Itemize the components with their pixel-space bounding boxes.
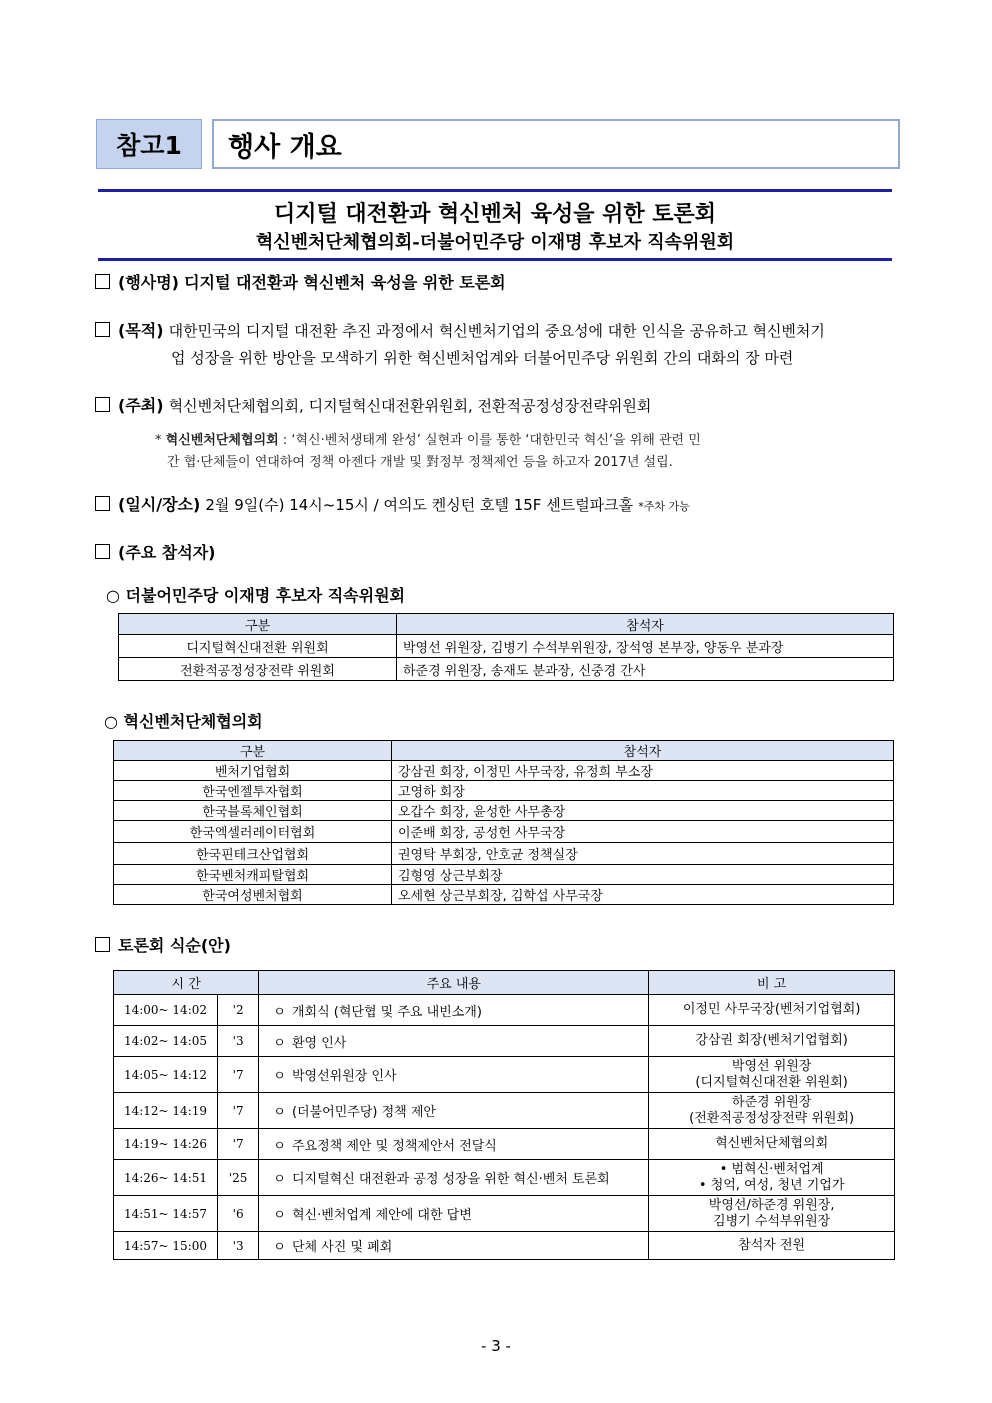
checkbox-square-icon [95, 397, 110, 412]
note-line: 참석자 전원 [738, 1237, 806, 1253]
note-line: 박영선 위원장 [731, 1058, 812, 1074]
section-title: 행사 개요 [212, 119, 900, 169]
table-row [114, 885, 894, 905]
time-cell: 14:05~ 14:12 [114, 1057, 218, 1093]
purpose-section [95, 319, 895, 343]
program-label: 토론회 식순(안) [118, 936, 231, 955]
table-row [114, 761, 894, 781]
attendee-list: 하준경 위원장, 송재도 분과장, 신중경 간사 [397, 658, 894, 681]
bullet-icon: ㅇ [273, 1069, 286, 1084]
content-text: (더불어민주당) 정책 제안 [291, 1105, 436, 1120]
note-cell [649, 1232, 895, 1260]
page-number: - 3 - [481, 1337, 511, 1355]
note-cell [649, 1057, 895, 1093]
note-line: • 청억, 여성, 청년 기업가 [698, 1177, 845, 1193]
note-asterisk: * [155, 433, 162, 448]
host-section [95, 394, 651, 418]
association-name: 한국블록체인협회 [114, 801, 392, 821]
table-row [114, 821, 894, 843]
host-label: (주최) [118, 396, 164, 415]
venture-council-table [113, 740, 894, 905]
table-row [114, 1232, 895, 1260]
attendee-list: 박영선 위원장, 김병기 수석부위원장, 장석영 본부장, 양동우 분과장 [397, 635, 894, 658]
table-row [114, 1026, 895, 1057]
table-row [114, 1057, 895, 1093]
bullet-icon: ㅇ [273, 1004, 286, 1020]
column-header: 참석자 [392, 741, 894, 761]
association-name: 한국여성벤처협회 [114, 885, 392, 905]
duration-cell: '2 [218, 995, 259, 1026]
document-subtitle: 혁신벤처단체협의회-더불어민주당 이재명 후보자 직속위원회 [255, 232, 735, 253]
schedule-table [113, 970, 895, 1260]
purpose-line-2: 업 성장을 위한 방안을 모색하기 위한 혁신벤처업계와 더불어민주당 위원회 간의 대화의 장 마련 [171, 349, 794, 367]
attendee-list: 오세현 상근부회장, 김학섭 사무국장 [392, 885, 894, 905]
column-header: 참석자 [397, 614, 894, 635]
duration-cell: '25 [218, 1160, 259, 1196]
content-text: 혁신·벤처업계 제안에 대한 답변 [291, 1208, 472, 1223]
title-bottom-rule [98, 258, 892, 261]
table-row [114, 801, 894, 821]
note-line: 혁신벤처단체협의회 [715, 1136, 829, 1151]
attendees-label: (주요 참석자) [118, 543, 216, 562]
association-name: 한국핀테크산업협회 [114, 843, 392, 865]
column-header: 주요 내용 [259, 971, 649, 995]
purpose-line-1: 대한민국의 디지털 대전환 추진 과정에서 혁신벤처기업의 중요성에 대한 인식을 공유하고 혁신벤처기 [168, 322, 825, 340]
note-line: 이정민 사무국장(벤처기업협회) [682, 1002, 861, 1017]
content-text: 주요정책 제안 및 정책제안서 전달식 [291, 1138, 497, 1154]
content-cell [259, 1026, 649, 1057]
time-cell: 14:02~ 14:05 [114, 1026, 218, 1057]
table-row [114, 843, 894, 865]
note-cell [649, 1196, 895, 1232]
party-committee-table [118, 613, 894, 681]
attendee-list: 권영탁 부회장, 안호균 정책실장 [392, 843, 894, 865]
content-cell [259, 1093, 649, 1129]
host-value: 혁신벤처단체협의회, 디지털혁신대전환위원회, 전환적공정성장전략위원회 [168, 397, 652, 415]
column-header: 시 간 [114, 971, 259, 995]
note-line: (디지털혁신대전환 위원회) [695, 1074, 848, 1090]
content-text: 단체 사진 및 폐회 [291, 1240, 393, 1255]
column-header: 구분 [119, 614, 397, 635]
note-line-1: : ‘혁신·벤처생태계 완성’ 실현과 이를 통한 ‘대한민국 혁신’을 위해 관련 민 [282, 433, 701, 448]
table-row [114, 1093, 895, 1129]
event-name-label: (행사명) [118, 273, 179, 292]
duration-cell: '7 [218, 1129, 259, 1160]
time-cell: 14:12~ 14:19 [114, 1093, 218, 1129]
note-cell [649, 1160, 895, 1196]
committee-name: 전환적공정성장전략 위원회 [119, 658, 397, 681]
note-cell [649, 1093, 895, 1129]
note-line: • 범혁신·벤처업계 [719, 1161, 824, 1177]
association-name: 벤처기업협회 [114, 761, 392, 781]
table-row [114, 1129, 895, 1160]
table-row [119, 635, 894, 658]
checkbox-square-icon [95, 274, 110, 289]
host-note [155, 430, 897, 452]
attendees-section [95, 541, 215, 565]
datetime-value: 2월 9일(수) 14시~15시 / 여의도 켄싱턴 호텔 15F 센트럴파크홀 [205, 496, 634, 514]
parking-note: *주차 가능 [638, 500, 690, 513]
note-org-name: 혁신벤처단체협의회 [165, 433, 279, 448]
time-cell: 14:00~ 14:02 [114, 995, 218, 1026]
table-row [114, 995, 895, 1026]
attendee-list: 강삼권 회장, 이정민 사무국장, 유정희 부소장 [392, 761, 894, 781]
table-row [114, 865, 894, 885]
note-cell [649, 1129, 895, 1160]
time-cell: 14:26~ 14:51 [114, 1160, 218, 1196]
time-cell: 14:51~ 14:57 [114, 1196, 218, 1232]
bullet-icon: ㅇ [273, 1138, 286, 1154]
association-name: 한국엔젤투자협회 [114, 781, 392, 801]
content-cell [259, 1057, 649, 1093]
note-line: 강삼권 회장(벤처기업협회) [695, 1033, 848, 1048]
time-cell: 14:19~ 14:26 [114, 1129, 218, 1160]
program-section [95, 934, 231, 958]
association-name: 한국엑셀러레이터협회 [114, 821, 392, 843]
duration-cell: '3 [218, 1026, 259, 1057]
time-cell: 14:57~ 15:00 [114, 1232, 218, 1260]
note-line: 하준경 위원장 [731, 1094, 812, 1110]
title-top-rule [98, 189, 892, 192]
content-text: 개회식 (혁단협 및 주요 내빈소개) [291, 1004, 482, 1020]
duration-cell: '7 [218, 1057, 259, 1093]
content-cell [259, 1160, 649, 1196]
content-cell [259, 995, 649, 1026]
document-main-title: 디지털 대전환과 혁신벤처 육성을 위한 토론회 [273, 202, 717, 227]
note-cell [649, 1026, 895, 1057]
datetime-label: (일시/장소) [118, 495, 201, 514]
bullet-icon: ㅇ [273, 1105, 286, 1120]
table-row [114, 781, 894, 801]
bullet-icon: ㅇ [273, 1172, 286, 1187]
attendee-list: 이준배 회장, 공성헌 사무국장 [392, 821, 894, 843]
event-name-value: 디지털 대전환과 혁신벤처 육성을 위한 토론회 [184, 273, 506, 292]
venture-council-heading: ○ 혁신벤처단체협의회 [104, 712, 263, 731]
checkbox-square-icon [95, 937, 110, 952]
checkbox-square-icon [95, 544, 110, 559]
column-header: 구분 [114, 741, 392, 761]
attendee-list: 고영하 회장 [392, 781, 894, 801]
duration-cell: '6 [218, 1196, 259, 1232]
table-row [114, 1160, 895, 1196]
checkbox-square-icon [95, 322, 110, 337]
note-line: (전환적공정성장전략 위원회) [689, 1110, 855, 1126]
table-row [114, 1196, 895, 1232]
committee-name: 디지털혁신대전환 위원회 [119, 635, 397, 658]
datetime-section [95, 493, 690, 519]
content-text: 박영선위원장 인사 [291, 1069, 397, 1084]
note-line: 박영선/하준경 위원장, [708, 1197, 835, 1213]
note-line: 김병기 수석부위원장 [713, 1213, 831, 1229]
column-header: 비 고 [649, 971, 895, 995]
attendee-list: 김형영 상근부회장 [392, 865, 894, 885]
association-name: 한국벤처캐피탈협회 [114, 865, 392, 885]
content-text: 환영 인사 [291, 1035, 347, 1051]
content-text: 디지털혁신 대전환과 공정 성장을 위한 혁신·벤처 토론회 [291, 1172, 610, 1187]
content-cell [259, 1232, 649, 1260]
bullet-icon: ㅇ [273, 1240, 286, 1255]
event-name-section [95, 271, 506, 295]
duration-cell: '3 [218, 1232, 259, 1260]
attendee-list: 오갑수 회장, 윤성한 사무총장 [392, 801, 894, 821]
duration-cell: '7 [218, 1093, 259, 1129]
note-line-2: 간 협·단체들이 연대하여 정책 아젠다 개발 및 對정부 정책제언 등을 하고자 2017년 설립. [167, 455, 673, 470]
checkbox-square-icon [95, 496, 110, 511]
party-committee-heading: ○ 더불어민주당 이재명 후보자 직속위원회 [106, 586, 405, 605]
purpose-label: (목적) [118, 321, 164, 340]
content-cell [259, 1196, 649, 1232]
bullet-icon: ㅇ [273, 1208, 286, 1223]
note-cell [649, 995, 895, 1026]
bullet-icon: ㅇ [273, 1035, 286, 1051]
table-row [119, 658, 894, 681]
content-cell [259, 1129, 649, 1160]
section-tag: 참고1 [96, 119, 202, 169]
